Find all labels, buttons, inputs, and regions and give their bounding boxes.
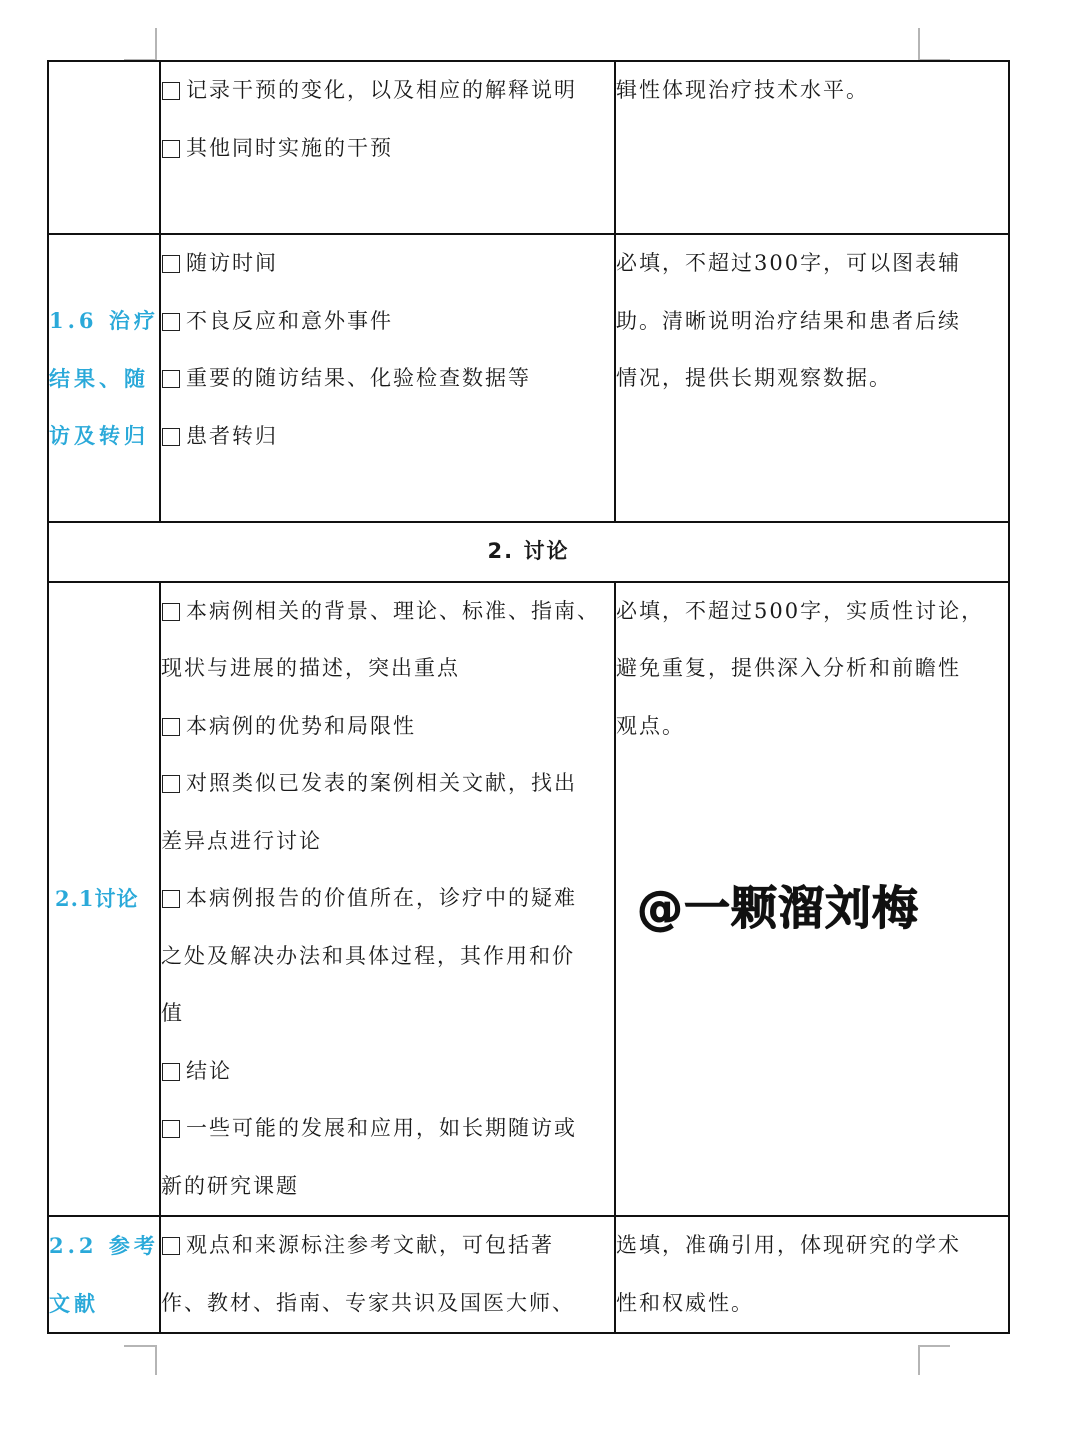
table-row (48, 61, 1009, 234)
checklist-item (161, 235, 614, 293)
checkbox[interactable] (162, 1237, 180, 1255)
checklist-item-continuation (161, 1158, 614, 1216)
note-text: 观点。 (616, 713, 685, 738)
checklist-item-continuation (161, 640, 614, 698)
item-text: 本病例相关的背景、理论、标准、指南、 (186, 598, 600, 623)
checklist-item (161, 120, 614, 178)
checklist-item (161, 1043, 614, 1101)
label-line: 1.6 治疗 (49, 308, 159, 333)
section-heading: 2. 讨论 (48, 522, 1009, 582)
checkbox[interactable] (162, 313, 180, 331)
checklist-item (161, 698, 614, 756)
items-cell (160, 1216, 615, 1333)
checklist-item-continuation (161, 813, 614, 871)
checklist-item-continuation (161, 1275, 614, 1333)
checkbox[interactable] (162, 603, 180, 621)
label-line: 文献 (49, 1290, 99, 1316)
item-text: 患者转归 (186, 423, 278, 448)
note-cell (615, 61, 1009, 234)
checklist-item (161, 1100, 614, 1158)
label-line: 结果、随 (49, 365, 149, 391)
crop-mark-bottom-right-v (918, 1345, 920, 1375)
note-cell (615, 234, 1009, 522)
label-line: 访及转归 (49, 423, 149, 448)
items-cell (160, 582, 615, 1217)
note-text: 选填，准确引用，体现研究的学术 (616, 1233, 961, 1257)
table-row (48, 522, 1009, 582)
note-text: 性和权威性。 (616, 1290, 754, 1315)
item-text: 观点和来源标注参考文献，可包括著 (186, 1233, 554, 1257)
item-text: 随访时间 (186, 251, 278, 275)
item-text: 之处及解决办法和具体过程，其作用和价 (161, 943, 575, 968)
note-text: 助。清晰说明治疗结果和患者后续 (616, 308, 961, 333)
note-text: 情况，提供长期观察数据。 (616, 366, 892, 390)
checklist-item-continuation (161, 928, 614, 986)
checkbox[interactable] (162, 1063, 180, 1081)
item-text: 其他同时实施的干预 (186, 135, 393, 160)
checkbox[interactable] (162, 718, 180, 736)
item-text: 新的研究课题 (161, 1173, 299, 1198)
checkbox[interactable] (162, 1120, 180, 1138)
checklist-item (161, 62, 614, 120)
items-cell (160, 61, 615, 234)
report-checklist-table (47, 60, 1010, 1334)
checkbox[interactable] (162, 428, 180, 446)
checkbox[interactable] (162, 140, 180, 158)
checklist-item (161, 293, 614, 351)
crop-mark-bottom-left-v (155, 1345, 157, 1375)
item-text: 结论 (186, 1058, 232, 1083)
note-text: 必填，不超过500字，实质性讨论， (616, 598, 985, 623)
item-text: 不良反应和意外事件 (186, 308, 393, 333)
note-text: 避免重复，提供深入分析和前瞻性 (616, 656, 961, 680)
checkbox[interactable] (162, 82, 180, 100)
item-text: 本病例的优势和局限性 (186, 713, 416, 738)
crop-mark-bottom-right-h (918, 1345, 950, 1347)
label-cell-empty (48, 61, 160, 234)
checklist-item (161, 408, 614, 466)
checkbox[interactable] (162, 775, 180, 793)
section-label-2-1 (48, 582, 160, 1217)
item-text: 记录干预的变化，以及相应的解释说明 (186, 78, 577, 102)
checklist-item-continuation (161, 985, 614, 1043)
note-text: 辑性体现治疗技术水平。 (616, 78, 869, 102)
item-text: 值 (161, 1001, 184, 1025)
checkbox[interactable] (162, 890, 180, 908)
crop-mark-top-left-v (155, 28, 157, 61)
section-label-1-6 (48, 234, 160, 522)
note-text: 必填，不超过300字，可以图表辅 (616, 251, 962, 275)
checkbox[interactable] (162, 370, 180, 388)
item-text: 对照类似已发表的案例相关文献，找出 (186, 771, 577, 795)
label-line: 2.2 参考 (49, 1233, 159, 1258)
watermark: @一颗溜刘梅 (637, 881, 919, 935)
label-line: 2.1讨论 (55, 886, 139, 911)
checklist-item (161, 583, 614, 641)
item-text: 作、教材、指南、专家共识及国医大师、 (161, 1290, 575, 1315)
section-label-2-2 (48, 1216, 160, 1333)
crop-mark-top-right-v (918, 28, 920, 61)
checkbox[interactable] (162, 255, 180, 273)
item-text: 差异点进行讨论 (161, 828, 322, 853)
table-row (48, 1216, 1009, 1333)
item-text: 本病例报告的价值所在，诊疗中的疑难 (186, 886, 577, 910)
crop-mark-bottom-left-h (124, 1345, 156, 1347)
checklist-item (161, 1217, 614, 1275)
checklist-item (161, 350, 614, 408)
checklist-item (161, 755, 614, 813)
item-text: 一些可能的发展和应用，如长期随访或 (186, 1116, 577, 1140)
items-cell (160, 234, 615, 522)
table-row (48, 234, 1009, 522)
checklist-item (161, 870, 614, 928)
item-text: 现状与进展的描述，突出重点 (161, 656, 460, 680)
item-text: 重要的随访结果、化验检查数据等 (186, 366, 531, 390)
note-cell (615, 1216, 1009, 1333)
